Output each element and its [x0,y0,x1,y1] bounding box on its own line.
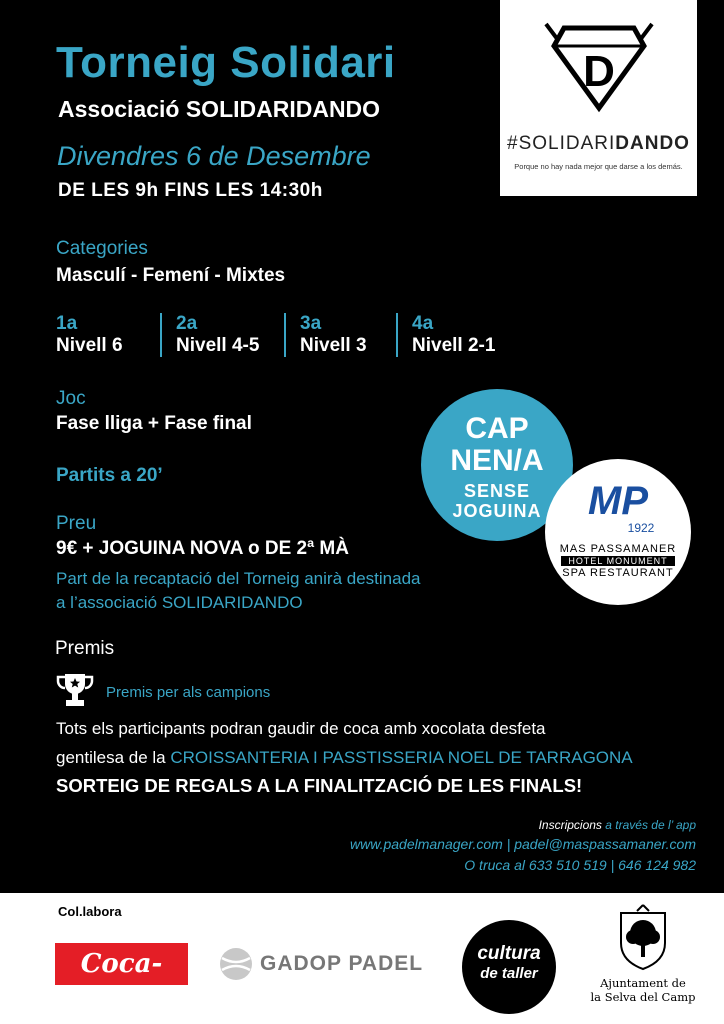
categories-value: Masculí - Femení - Mixtes [56,265,286,286]
level-item [396,313,516,357]
trophy-icon [55,670,95,710]
mp-line-3: SPA RESTAURANT [562,567,674,579]
tree-crest-icon [615,903,671,971]
mp-year: 1922 [627,521,655,535]
coca-cola-logo: Coca-Cola [55,943,188,985]
prizes-sponsor: CROISSANTERIA I PASSTISSERIA NOEL DE TARRAGONA [170,748,633,767]
solidaridando-logo [500,0,697,196]
padel-ball-icon [218,946,254,982]
inscriptions-label: Inscripcions [538,818,602,832]
price-note-2: a l’associació SOLIDARIDANDO [56,593,303,612]
inscriptions-via: a través de l’ app [601,818,696,832]
prizes-line-1: Tots els participants podran gaudir de coca amb xocolata desfeta [56,719,546,738]
raffle-announcement: SORTEIG DE REGALS A LA FINALITZACIÓ DE LES FINALS! [56,775,583,796]
inscriptions-line-1 [539,818,696,832]
badge-line-2: NEN/A [450,444,544,477]
prizes-line-2 [56,748,633,768]
solidaridando-tag [500,133,697,155]
sponsors-footer [0,893,724,1024]
gadop-padel-logo [218,946,433,982]
level-item [56,313,160,357]
level-desc: Nivell 6 [56,335,123,356]
event-hours: DE LES 9h FINS LES 14:30h [58,180,323,201]
game-label: Joc [56,388,86,409]
inscriptions-phones[interactable]: O truca al 633 510 519 | 646 124 982 [464,857,696,873]
badge-line-4: JOGUINA [452,501,542,521]
cultura-de-taller-logo [462,920,556,1014]
prizes-champions: Premis per als campions [106,684,271,701]
levels-row [56,313,516,357]
level-item [160,313,284,357]
level-desc: Nivell 4-5 [176,335,260,356]
ajuntament-logo [588,903,698,1004]
mas-passamaner-logo [545,459,691,605]
inscriptions-web-email[interactable]: www.padelmanager.com | padel@maspassamaner.com [350,836,696,852]
level-desc: Nivell 2-1 [412,335,496,356]
cultura-text-a: cultura [477,943,541,964]
level-item [284,313,396,357]
level-number: 1a [56,313,78,334]
prizes-line-2-prefix: gentilesa de la [56,748,171,767]
categories-label: Categories [56,238,148,259]
badge-line-3: SENSE [463,481,531,501]
level-number: 4a [412,313,434,334]
mp-line-2: HOTEL MONUMENT [561,556,675,566]
level-number: 2a [176,313,198,334]
tag-part-a: #SOLIDARI [507,133,616,154]
solidaridando-slogan: Porque no hay nada mejor que darse a los demás. [514,162,683,171]
collabora-label: Col.labora [58,904,122,919]
gadop-text: GADOP PADEL [260,952,424,975]
level-number: 3a [300,313,322,334]
price-value: 9€ + JOGUINA NOVA o DE 2ª MÀ [56,538,349,559]
mp-initials: MP [588,479,648,523]
ajuntament-line-1: Ajuntament de [600,976,686,990]
superhero-shield-icon [544,16,654,116]
ajuntament-line-2: la Selva del Camp [590,990,696,1004]
game-value: Fase lliga + Fase final [56,413,252,434]
shield-letter: D [583,47,615,96]
page-title: Torneig Solidari [56,38,396,87]
badge-line-1: CAP [465,412,529,445]
page-subtitle: Associació SOLIDARIDANDO [58,96,381,122]
cultura-text-b: de taller [480,965,538,982]
tag-part-b: DANDO [615,133,690,154]
matches-duration: Partits a 20’ [56,465,163,486]
level-desc: Nivell 3 [300,335,367,356]
prizes-label: Premis [55,638,115,659]
event-date: Divendres 6 de Desembre [57,141,371,171]
mp-line-1: MAS PASSAMANER [559,543,677,555]
price-label: Preu [56,513,97,534]
price-note-1: Part de la recaptació del Torneig anirà destinada [56,569,421,588]
